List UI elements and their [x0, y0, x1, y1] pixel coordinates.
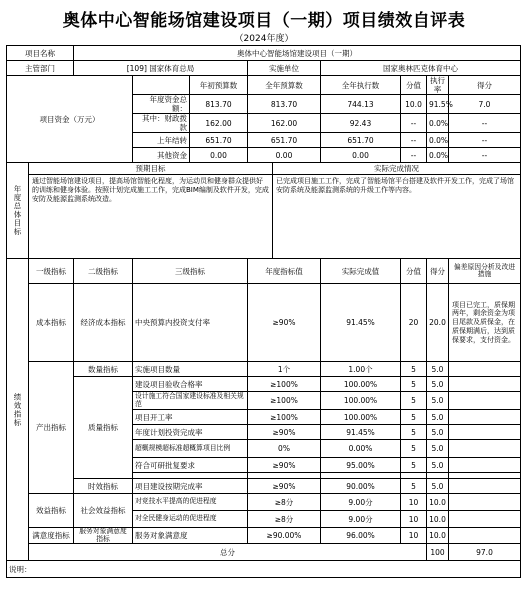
perf-actual: 100.00% [321, 392, 401, 410]
goals-label: 年度总体目标 [7, 163, 29, 259]
perf-deviation-note: 项目已完工，质保期两年，剩余资金为项目尾款及质保金，在质保期满后，达到质保要求，支付资金。 [449, 284, 521, 362]
total-label: 总分 [29, 544, 427, 561]
perf-deviation [449, 458, 521, 473]
perf-score: 5 [401, 479, 427, 494]
perf-actual: 91.45% [321, 425, 401, 440]
goals-actual-text: 已完成项目施工工作，完成了智能场馆平台搭建及软件开发工作，完成了场馆安防系统及能源监测系统的升级工作等内容。 [273, 175, 521, 259]
funds-header-full: 全年预算数 [248, 76, 321, 95]
perf-deviation [449, 410, 521, 425]
perf-deviation [449, 440, 521, 458]
perf-level2: 数量指标 [74, 362, 133, 377]
funds-row-label: 上年结转 [133, 133, 190, 148]
perf-actual: 100.00% [321, 410, 401, 425]
funds-header-got: 得分 [449, 76, 521, 95]
funds-cell: 0.00 [321, 148, 401, 163]
perf-score: 10 [401, 528, 427, 544]
perf-target: ≥90% [248, 458, 321, 473]
perf-header-level3: 三级指标 [133, 259, 248, 284]
goals-actual-label: 实际完成情况 [273, 163, 521, 175]
perf-header-deviation: 偏差原因分析及改进措施 [449, 259, 521, 284]
perf-target: ≥90% [248, 425, 321, 440]
perf-got: 5.0 [427, 392, 449, 410]
funds-cell: -- [449, 148, 521, 163]
perf-got: 5.0 [427, 458, 449, 473]
page-subtitle: （2024年度） [234, 34, 294, 44]
perf-target: ≥90.00% [248, 528, 321, 544]
funds-cell: 0.0% [427, 133, 449, 148]
perf-got: 5.0 [427, 362, 449, 377]
perf-deviation [449, 425, 521, 440]
perf-header-target: 年度指标值 [248, 259, 321, 284]
perf-level2: 经济成本指标 [74, 284, 133, 362]
total-score: 100 [427, 544, 449, 561]
perf-target: ≥8分 [248, 494, 321, 511]
page-title: 奥体中心智能场馆建设项目（一期）项目绩效自评表 [62, 11, 466, 31]
perf-actual: 96.00% [321, 528, 401, 544]
perf-indicator: 超概规模超标准超概算项目比例 [133, 440, 248, 458]
perf-deviation [449, 479, 521, 494]
perf-indicator: 对竞技水平提高的促进程度 [133, 494, 248, 511]
perf-level1: 产出指标 [29, 362, 74, 494]
goals-expected-label: 预期目标 [29, 163, 273, 175]
funds-cell: 7.0 [449, 95, 521, 114]
funds-cell: -- [449, 114, 521, 133]
funds-header-initial: 年初预算数 [190, 76, 248, 95]
funds-cell: -- [401, 133, 427, 148]
funds-header-rate: 执行率 [427, 76, 449, 95]
funds-cell: 651.70 [248, 133, 321, 148]
perf-indicator: 服务对象满意度 [133, 528, 248, 544]
perf-header-got: 得分 [427, 259, 449, 284]
perf-indicator: 年度计划投资完成率 [133, 425, 248, 440]
perf-header-level1: 一级指标 [29, 259, 74, 284]
perf-indicator: 实施项目数量 [133, 362, 248, 377]
unit: 国家奥林匹克体育中心 [321, 61, 521, 76]
perf-score: 20 [401, 284, 427, 362]
funds-cell: 91.5% [427, 95, 449, 114]
funds-row-label: 其他资金 [133, 148, 190, 163]
funds-cell: 92.43 [321, 114, 401, 133]
perf-score: 5 [401, 362, 427, 377]
remark-label: 说明： [7, 561, 521, 578]
perf-target: ≥90% [248, 284, 321, 362]
perf-level1: 成本指标 [29, 284, 74, 362]
perf-got: 5.0 [427, 425, 449, 440]
perf-level2: 时效指标 [74, 479, 133, 494]
funds-cell: 0.00 [248, 148, 321, 163]
perf-target: ≥90% [248, 479, 321, 494]
funds-cell: -- [449, 133, 521, 148]
funds-cell: -- [401, 148, 427, 163]
funds-cell: -- [401, 114, 427, 133]
perf-deviation [449, 377, 521, 392]
perf-target: ≥8分 [248, 511, 321, 528]
perf-indicator: 对全民健身运动的促进程度 [133, 511, 248, 528]
perf-deviation [449, 511, 521, 528]
perf-deviation [449, 494, 521, 511]
perf-indicator: 设计施工符合国家建设标准及相关规范 [133, 392, 248, 410]
perf-got: 5.0 [427, 377, 449, 392]
perf-level2: 服务对象满意度指标 [74, 528, 133, 544]
perf-target: ≥100% [248, 410, 321, 425]
perf-header-level2: 二级指标 [74, 259, 133, 284]
perf-indicator: 中央预算内投资支付率 [133, 284, 248, 362]
perf-target: 0% [248, 440, 321, 458]
perf-score: 5 [401, 410, 427, 425]
perf-target: ≥100% [248, 392, 321, 410]
perf-got: 20.0 [427, 284, 449, 362]
funds-cell: 0.00 [190, 148, 248, 163]
perf-score: 10 [401, 494, 427, 511]
funds-cell: 651.70 [321, 133, 401, 148]
perf-score: 5 [401, 377, 427, 392]
funds-cell: 162.00 [248, 114, 321, 133]
perf-got: 5.0 [427, 440, 449, 458]
perf-level1: 效益指标 [29, 494, 74, 528]
perf-got: 10.0 [427, 494, 449, 511]
funds-row-label: 其中：财政拨款 [133, 114, 190, 133]
perf-score: 5 [401, 458, 427, 473]
perf-score: 5 [401, 440, 427, 458]
perf-actual: 9.00分 [321, 511, 401, 528]
evaluation-table [6, 45, 521, 578]
perf-header-actual: 实际完成值 [321, 259, 401, 284]
funds-cell: 651.70 [190, 133, 248, 148]
funds-cell: 162.00 [190, 114, 248, 133]
funds-cell: 813.70 [248, 95, 321, 114]
perf-target: ≥100% [248, 377, 321, 392]
goals-expected-text: 通过智能场馆建设项目，提高场馆智能化程度，为运动员和健身群众提供好的训练和健身体验。按照计划完成施工工作，完成BIM编制及软件开发，完成安防及能源监测系统改造。 [29, 175, 273, 259]
funds-row-label: 年度资金总额： [133, 95, 190, 114]
funds-cell: 10.0 [401, 95, 427, 114]
perf-got: 10.0 [427, 511, 449, 528]
perf-actual: 0.00% [321, 440, 401, 458]
perf-actual: 9.00分 [321, 494, 401, 511]
perf-score: 10 [401, 511, 427, 528]
funds-label: 项目资金（万元） [7, 76, 133, 163]
funds-header-score: 分值 [401, 76, 427, 95]
funds-cell: 0.0% [427, 148, 449, 163]
perf-score: 5 [401, 392, 427, 410]
dept: [109] 国家体育总局 [74, 61, 248, 76]
perf-deviation [449, 362, 521, 377]
perf-indicator: 符合可研批复要求 [133, 458, 248, 473]
funds-cell: 744.13 [321, 95, 401, 114]
perf-level1: 满意度指标 [29, 528, 74, 544]
perf-actual: 91.45% [321, 284, 401, 362]
funds-header-blank [133, 76, 190, 95]
project-name-label: 项目名称 [7, 46, 74, 61]
performance-label: 绩效指标 [7, 259, 29, 561]
funds-header-executed: 全年执行数 [321, 76, 401, 95]
unit-label: 实施单位 [248, 61, 321, 76]
perf-got: 10.0 [427, 528, 449, 544]
project-name: 奥体中心智能场馆建设项目（一期） [74, 46, 521, 61]
perf-deviation [449, 528, 521, 544]
perf-actual: 1.00个 [321, 362, 401, 377]
perf-got: 5.0 [427, 410, 449, 425]
total-got: 97.0 [449, 544, 521, 561]
perf-actual: 100.00% [321, 377, 401, 392]
perf-target: 1个 [248, 362, 321, 377]
perf-deviation [449, 392, 521, 410]
perf-indicator: 项目开工率 [133, 410, 248, 425]
funds-cell: 813.70 [190, 95, 248, 114]
perf-indicator: 项目建设按期完成率 [133, 479, 248, 494]
funds-cell: 0.0% [427, 114, 449, 133]
perf-actual: 90.00% [321, 479, 401, 494]
perf-indicator: 建设项目验收合格率 [133, 377, 248, 392]
perf-score: 5 [401, 425, 427, 440]
perf-got: 5.0 [427, 479, 449, 494]
perf-level2: 社会效益指标 [74, 494, 133, 528]
dept-label: 主管部门 [7, 61, 74, 76]
perf-header-score: 分值 [401, 259, 427, 284]
perf-actual: 95.00% [321, 458, 401, 473]
perf-level2: 质量指标 [74, 377, 133, 479]
